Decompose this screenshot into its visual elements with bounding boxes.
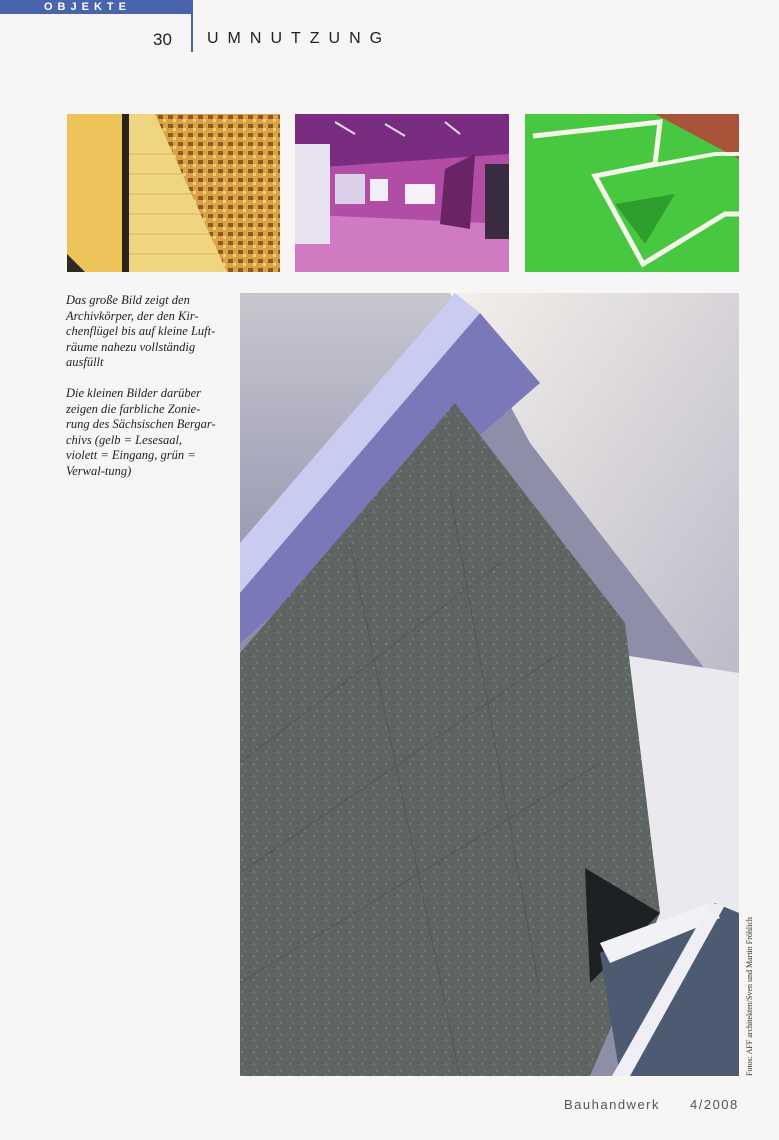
caption-small-images: Die kleinen Bilder darüber zeigen die farbliche Zonie-rung des Sächsischen Bergar-chivs (gelb = Lesesaal, violett = Eingang, grün = Verwal-tung) <box>66 386 216 478</box>
section-tab: OBJEKTE <box>0 0 192 14</box>
footer-magazine: Bauhandwerk <box>564 1097 660 1112</box>
green-administration-photo <box>525 114 739 272</box>
violet-entrance-photo <box>295 114 509 272</box>
page-number: 30 <box>153 30 172 49</box>
header-rule <box>191 0 193 52</box>
section-title: UMNUTZUNG <box>207 30 392 47</box>
photo-credit: Fotos: AFF architekten/Sven und Martin Fröhlich <box>745 917 754 1076</box>
footer-issue: 4/2008 <box>690 1097 739 1112</box>
archive-body-main-photo <box>240 293 739 1076</box>
yellow-reading-room-photo <box>67 114 280 272</box>
caption-main-image: Das große Bild zeigt den Archivkörper, der den Kir-chenflügel bis auf kleine Luft-räume nahezu vollständig ausfüllt <box>66 293 216 370</box>
